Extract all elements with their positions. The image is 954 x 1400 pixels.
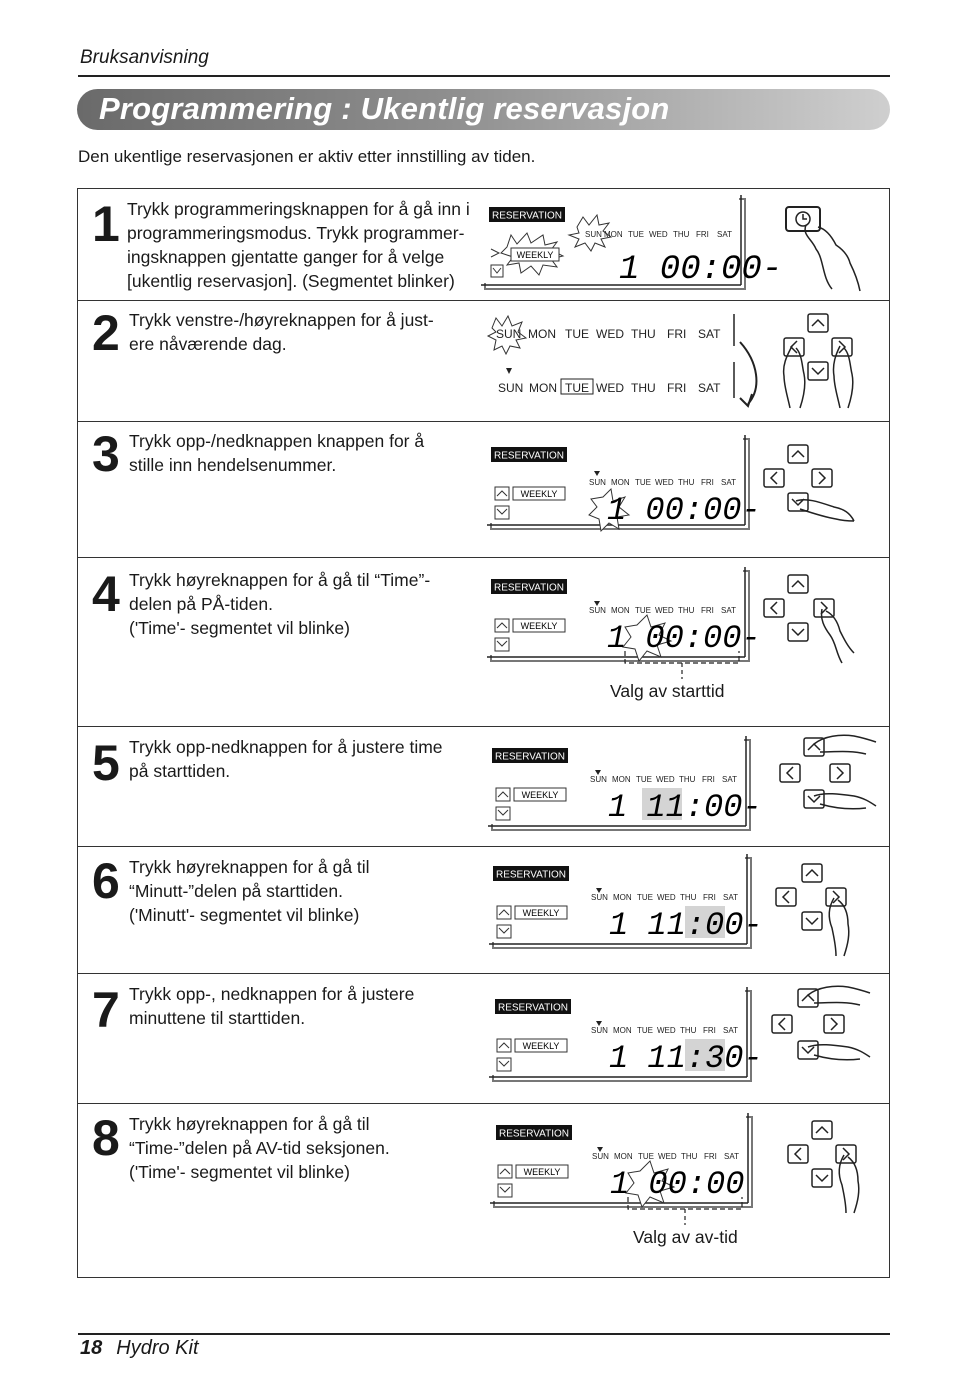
weekly-label: WEEKLY <box>521 790 559 800</box>
day-thu: THU <box>631 381 656 395</box>
step-text: Trykk venstre-/høyreknappen for å just- ere nåværende dag. <box>129 310 434 354</box>
day-thu: THU <box>680 1026 697 1035</box>
time-readout: 1 00:00 <box>610 1166 745 1203</box>
day-fri: FRI <box>667 381 687 395</box>
day-wed: WED <box>657 893 676 902</box>
day-wed: WED <box>655 478 674 487</box>
day-sat: SAT <box>721 606 736 615</box>
time-readout: 1 00:00- <box>607 492 761 529</box>
step-1 <box>78 189 889 301</box>
day-tue: TUE <box>565 327 589 341</box>
day-wed: WED <box>658 1152 677 1161</box>
day-sun: SUN <box>585 230 602 239</box>
day-sat: SAT <box>722 775 737 784</box>
arrow-pad-hand <box>778 1115 878 1215</box>
time-readout: 1 11:00- <box>608 789 762 826</box>
day-fri: FRI <box>702 775 715 784</box>
arrow-pad-hands <box>766 981 878 1091</box>
day-fri: FRI <box>703 1026 716 1035</box>
day-sun: SUN <box>589 478 606 487</box>
step-text: Trykk opp-nedknappen for å justere time på starttiden. <box>129 737 443 781</box>
day-mon: MON <box>611 478 630 487</box>
reservation-label: RESERVATION <box>493 582 565 594</box>
weekly-label: WEEKLY <box>522 1041 560 1051</box>
reservation-label: RESERVATION <box>495 869 567 881</box>
reservation-label: RESERVATION <box>491 210 563 222</box>
lcd-display <box>481 195 783 291</box>
lcd-display <box>487 435 761 531</box>
weekly-label: WEEKLY <box>520 489 558 499</box>
day-sat: SAT <box>698 327 721 341</box>
day-fri: FRI <box>703 893 716 902</box>
day-tue: TUE <box>635 606 651 615</box>
day-selector-display <box>486 306 768 418</box>
day-sat: SAT <box>717 230 732 239</box>
arrow-pad-hand <box>760 569 860 669</box>
day-sun: SUN <box>591 1026 608 1035</box>
step-8 <box>78 1103 889 1277</box>
reservation-label: RESERVATION <box>497 1002 569 1014</box>
day-sun: SUN <box>498 381 524 395</box>
day-tue: TUE <box>628 230 644 239</box>
day-sat: SAT <box>723 893 738 902</box>
step-4 <box>78 557 889 727</box>
step-number: 3 <box>92 426 118 482</box>
end-time-caption: Valg av av-tid <box>633 1227 738 1247</box>
day-thu: THU <box>678 606 695 615</box>
step-number: 7 <box>92 982 118 1038</box>
arrow-pad-hand <box>760 439 860 534</box>
day-tue: TUE <box>637 1026 653 1035</box>
day-tue: TUE <box>637 893 653 902</box>
day-sun: SUN <box>592 1152 609 1161</box>
day-mon: MON <box>529 381 557 395</box>
day-mon: MON <box>612 775 631 784</box>
lcd-display <box>489 854 763 950</box>
day-wed: WED <box>596 381 624 395</box>
day-sun: SUN <box>591 893 608 902</box>
day-fri: FRI <box>701 606 714 615</box>
header-label: Bruksanvisning <box>80 47 209 68</box>
step-number: 5 <box>92 735 118 791</box>
step-text: Trykk programmeringsknappen for å gå inn i programmeringsmodus. Trykk programmer- ingsknappen gjentatte ganger for å velge [ukentlig reservasjon]. (Segmentet blinker) <box>127 199 470 291</box>
day-fri: FRI <box>667 327 687 341</box>
time-readout: 1 11:30- <box>609 1040 763 1077</box>
arrow-pad-hands <box>766 308 866 408</box>
top-rule <box>78 75 890 77</box>
title-banner <box>77 89 890 130</box>
day-tue: TUE <box>636 775 652 784</box>
lcd-display <box>489 987 763 1083</box>
day-tue: TUE <box>635 478 651 487</box>
start-time-caption: Valg av starttid <box>610 681 725 701</box>
step-text: Trykk høyreknappen for å gå til “Time-”delen på AV-tid seksjonen. ('Time'- segmentet vil blinke) <box>129 1114 390 1182</box>
day-thu: THU <box>681 1152 698 1161</box>
day-mon: MON <box>528 327 556 341</box>
step-6 <box>78 846 889 974</box>
step-2 <box>78 300 889 422</box>
step-number: 4 <box>92 566 118 622</box>
day-thu: THU <box>631 327 656 341</box>
day-sun: SUN <box>496 327 522 341</box>
time-readout: 1 11:00- <box>609 907 763 944</box>
day-mon: MON <box>613 1026 632 1035</box>
day-wed: WED <box>656 775 675 784</box>
day-fri: FRI <box>696 230 709 239</box>
day-wed: WED <box>649 230 668 239</box>
steps-table <box>77 188 890 1278</box>
step-5 <box>78 726 889 847</box>
day-wed: WED <box>596 327 624 341</box>
day-thu: THU <box>673 230 690 239</box>
weekly-label: WEEKLY <box>520 621 558 631</box>
step-number: 2 <box>92 305 118 361</box>
arrow-pad-hands <box>768 730 880 840</box>
intro-text: Den ukentlige reservasjonen er aktiv etter innstilling av tiden. <box>78 147 536 166</box>
day-tue: TUE <box>638 1152 654 1161</box>
arrow-pad-hand <box>768 858 868 958</box>
day-fri: FRI <box>704 1152 717 1161</box>
day-sat: SAT <box>698 381 721 395</box>
step-number: 8 <box>92 1110 118 1166</box>
reservation-label: RESERVATION <box>493 450 565 462</box>
weekly-label: WEEKLY <box>516 250 554 260</box>
reservation-label: RESERVATION <box>498 1128 570 1140</box>
day-mon: MON <box>613 893 632 902</box>
time-readout: 1 00:00- <box>619 251 783 289</box>
day-mon: MON <box>614 1152 633 1161</box>
reservation-label: RESERVATION <box>494 751 566 763</box>
day-mon: MON <box>604 230 623 239</box>
day-sat: SAT <box>724 1152 739 1161</box>
product-name: Hydro Kit <box>116 1337 199 1359</box>
day-sun: SUN <box>589 606 606 615</box>
day-wed: WED <box>657 1026 676 1035</box>
day-sun: SUN <box>590 775 607 784</box>
day-thu: THU <box>679 775 696 784</box>
footer-rule <box>78 1333 890 1335</box>
step-text: Trykk opp-, nedknappen for å justere minuttene til starttiden. <box>129 984 415 1028</box>
lcd-display <box>487 567 761 679</box>
weekly-label: WEEKLY <box>523 1167 561 1177</box>
time-readout: 1 00:00- <box>607 620 761 657</box>
weekly-label: WEEKLY <box>522 908 560 918</box>
step-3 <box>78 421 889 558</box>
lcd-display <box>488 736 762 832</box>
step-number: 1 <box>92 196 118 252</box>
lcd-display <box>490 1113 756 1225</box>
day-thu: THU <box>678 478 695 487</box>
step-number: 6 <box>92 853 118 909</box>
day-wed: WED <box>655 606 674 615</box>
page-title: Programmering : Ukentlig reservasjon <box>99 91 670 126</box>
step-7 <box>78 973 889 1104</box>
step-text: Trykk høyreknappen for å gå til “Time”- delen på PÅ-tiden. ('Time'- segmentet vil blinke) <box>129 570 431 638</box>
footer <box>80 1337 199 1360</box>
day-fri: FRI <box>701 478 714 487</box>
step-text: Trykk opp-/nedknappen knappen for å stille inn hendelsenummer. <box>129 431 425 475</box>
day-sat: SAT <box>721 478 736 487</box>
day-mon: MON <box>611 606 630 615</box>
step-text: Trykk høyreknappen for å gå til “Minutt-”delen på starttiden. ('Minutt'- segmentet vil blinke) <box>129 857 370 925</box>
day-thu: THU <box>680 893 697 902</box>
day-sat: SAT <box>723 1026 738 1035</box>
program-button-hand <box>778 199 868 294</box>
day-tue: TUE <box>565 381 589 395</box>
page-number: 18 <box>80 1337 103 1359</box>
